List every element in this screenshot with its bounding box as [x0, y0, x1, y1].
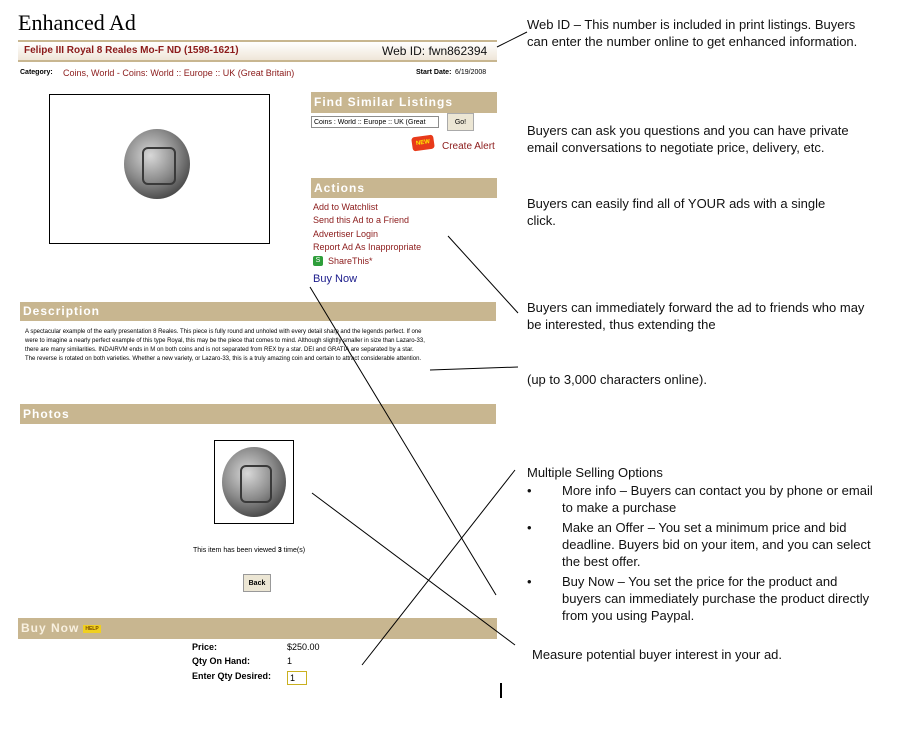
forward-note: Buyers can immediately forward the ad to friends who may be interested, thus extending the: [527, 300, 865, 332]
web-id: Web ID: fwn862394: [382, 44, 488, 58]
report-ad-link[interactable]: Report Ad As Inappropriate: [313, 242, 422, 252]
qty-on-hand-label: Qty On Hand:: [192, 656, 250, 666]
ad-title: Felipe III Royal 8 Reales Mo-F ND (1598-1621): [24, 45, 239, 56]
web-id-note: Web ID – This number is included in print listings. Buyers can enter the number online to get enhanced information.: [527, 17, 858, 49]
option-make-offer: • Make an Offer – You set a minimum price and bid deadline. Buyers bid on your item, and you can select the best offer.: [527, 519, 875, 570]
view-count: This item has been viewed 3 time(s): [193, 547, 306, 554]
start-date-value: 6/19/2008: [455, 69, 487, 76]
find-ads-note: Buyers can easily find all of YOUR ads with a single click.: [527, 196, 826, 227]
help-icon[interactable]: HELP: [83, 625, 101, 633]
qty-desired-label: Enter Qty Desired:: [192, 671, 272, 681]
back-button[interactable]: Back: [243, 574, 271, 592]
photos-heading: Photos: [20, 404, 496, 424]
price-value: $250.00: [287, 642, 320, 652]
option-buy-now: • Buy Now – You set the price for the product and buyers can immediately purchase the product directly from you using Paypal.: [527, 573, 875, 624]
create-alert-link[interactable]: Create Alert: [442, 141, 495, 152]
go-button[interactable]: Go!: [447, 113, 474, 131]
questions-note: Buyers can ask you questions and you can have private email conversations to negotiate price, delivery, etc.: [527, 123, 849, 155]
selling-options-heading: Multiple Selling Options: [527, 465, 663, 480]
page-title: Enhanced Ad: [18, 10, 136, 35]
start-date-label: Start Date:: [416, 69, 452, 76]
selling-options-list: [527, 482, 875, 624]
share-this-link[interactable]: ShareThis*: [328, 256, 373, 266]
option-more-info: • More info – Buyers can contact you by phone or email to make a purchase: [527, 482, 875, 516]
category-label: Category:: [20, 69, 53, 76]
buy-now-link[interactable]: Buy Now: [313, 273, 358, 285]
new-badge-icon: NEW: [411, 135, 435, 152]
add-to-watchlist-link[interactable]: Add to Watchlist: [313, 202, 378, 212]
share-icon[interactable]: S: [313, 256, 323, 266]
description-text: A spectacular example of the early presentation 8 Reales. This piece is fully round and unholed with every detail sharp and the legends perfect. If one were to imagine a nearly perfect example of this type Royal, this may be the piece that comes to mind. Although slightly smaller in size than Lazaro-33, there are many similarities. INDAIRVM ends in M on both coins and is not separated from REX by a star. DEI and GRATIA are separated by a star. The reverse is rotated on both varieties. Whether a new variety, or Lazaro-33, this is a truly amazing coin and certain to attract considerable attention.: [25, 329, 425, 362]
find-similar-heading: Find Similar Listings: [311, 92, 497, 113]
qty-on-hand-value: 1: [287, 656, 293, 666]
send-to-friend-link[interactable]: Send this Ad to a Friend: [313, 215, 410, 225]
actions-heading: Actions: [311, 178, 497, 198]
advertiser-login-link[interactable]: Advertiser Login: [313, 229, 379, 239]
characters-note: (up to 3,000 characters online).: [527, 372, 707, 387]
category-link[interactable]: Coins, World - Coins: World :: Europe :: UK (Great Britain): [63, 68, 295, 78]
price-label: Price:: [192, 642, 218, 652]
description-heading: Description: [20, 302, 496, 321]
buy-now-heading: Buy Now: [18, 618, 497, 639]
measure-note: Measure potential buyer interest in your ad.: [532, 647, 783, 662]
